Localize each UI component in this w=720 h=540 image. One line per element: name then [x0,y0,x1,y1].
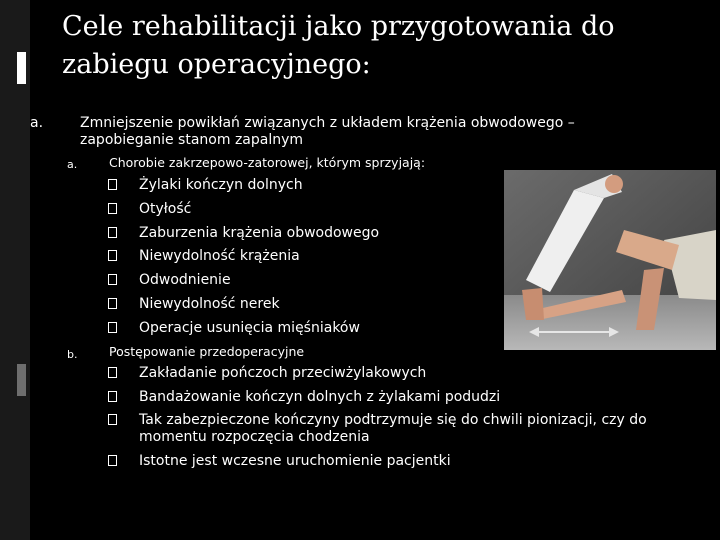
section-b-heading: Postępowanie przedoperacyjne [109,344,305,359]
list-item: Istotne jest wczesne uruchomienie pacjentki [139,453,451,469]
square-bullet-icon [108,322,117,333]
square-bullet-icon [108,250,117,261]
list-item: Tak zabezpieczone kończyny podtrzymuje się do chwili pionizacji, czy do momentu rozpoczęcia chodzenia [139,412,647,445]
square-bullet-icon [108,179,117,190]
square-bullet-icon [108,414,117,425]
list-item: Otyłość [139,201,192,217]
square-bullet-icon [108,298,117,309]
square-bullet-icon [108,367,117,378]
square-bullet-icon [108,274,117,285]
list-item: Niewydolność nerek [139,296,280,312]
list-item: Operacje usunięcia mięśniaków [139,320,360,336]
section-b-marker: b. [67,348,78,361]
section-a-heading: Chorobie zakrzepowo-zatorowej, którym sprzyjają: [109,155,426,170]
main-text: Zmniejszenie powikłań związanych z układem krążenia obwodowego – zapobieganie stanom zapalnym [80,115,575,148]
square-bullet-icon [108,203,117,214]
square-bullet-icon [108,455,117,466]
left-decor-block [17,52,26,84]
list-item: Niewydolność krążenia [139,248,300,264]
list-item: Zakładanie pończoch przeciwżylakowych [139,365,427,381]
list-item: Żylaki kończyn dolnych [139,177,303,193]
list-item: Zaburzenia krążenia obwodowego [139,225,380,241]
list-item: Odwodnienie [139,272,231,288]
square-bullet-icon [108,391,117,402]
leg-exercise-photo [504,170,716,350]
slide-title: Cele rehabilitacji jako przygotowania do zabiegu operacyjnego: [62,11,615,80]
left-decor-block-lower [17,364,26,396]
main-marker: a. [30,115,44,131]
list-item: Bandażowanie kończyn dolnych z żylakami podudzi [139,389,501,405]
section-a-marker: a. [67,158,78,171]
square-bullet-icon [108,227,117,238]
